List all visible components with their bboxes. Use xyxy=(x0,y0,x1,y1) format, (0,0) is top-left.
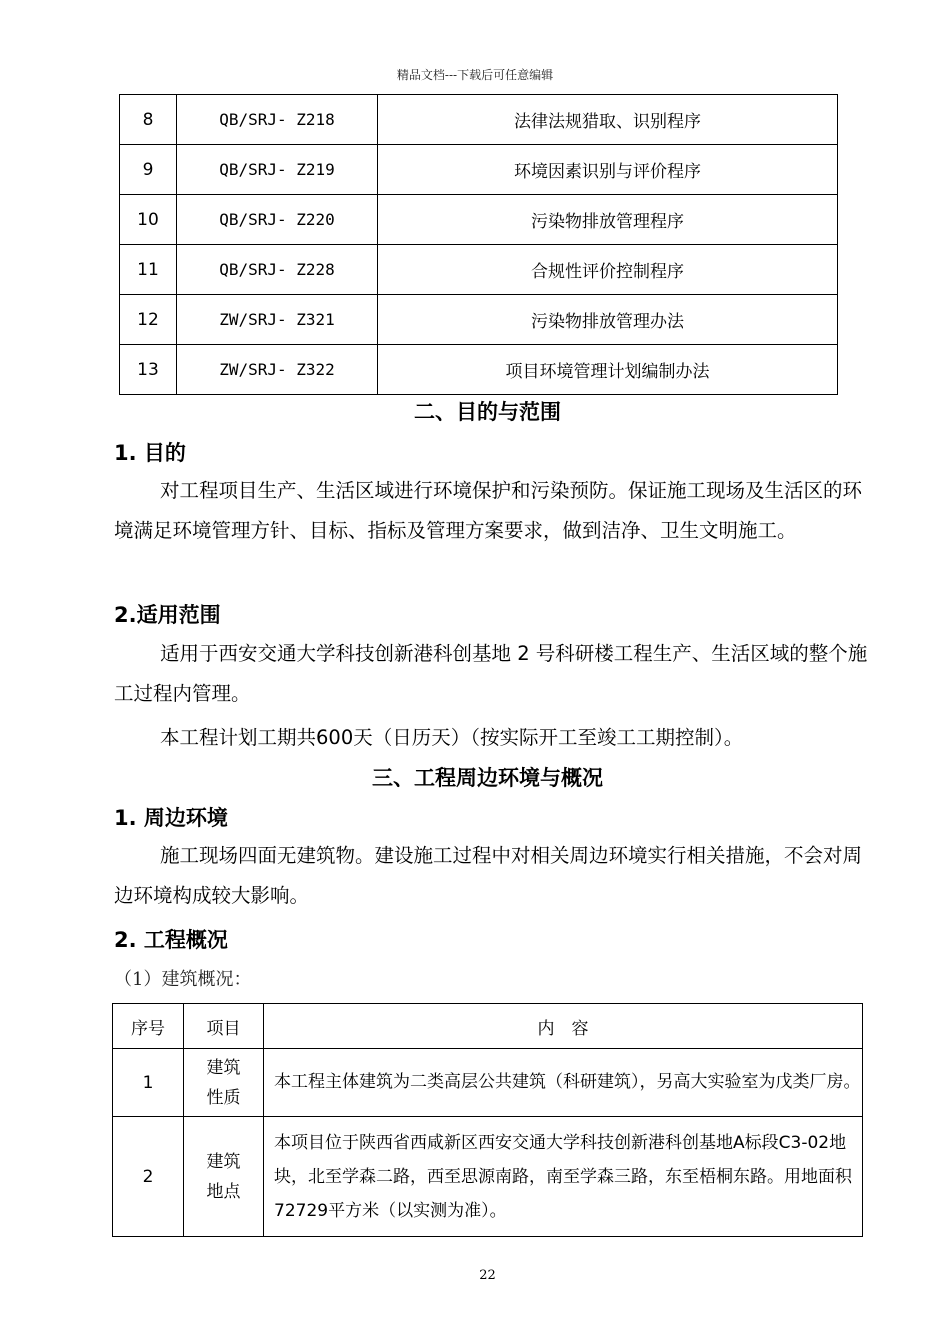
table-row xyxy=(113,1117,863,1237)
table-row xyxy=(120,145,838,195)
document-code: QB/SRJ- Z219 xyxy=(177,145,378,195)
column-header: 项目 xyxy=(184,1004,264,1049)
document-name: 合规性评价控制程序 xyxy=(378,245,838,295)
column-header: 序号 xyxy=(113,1004,184,1049)
row-number: 1 xyxy=(113,1049,184,1117)
subsection-heading: 1. 周边环境 xyxy=(114,806,228,830)
subsection-heading: 2. 工程概况 xyxy=(114,928,228,952)
row-content: 本工程主体建筑为二类高层公共建筑（科研建筑），另高大实验室为戊类厂房。 xyxy=(264,1049,863,1117)
table-row xyxy=(120,295,838,345)
subsection-heading: 2.适用范围 xyxy=(114,603,221,627)
document-code: QB/SRJ- Z228 xyxy=(177,245,378,295)
page-header: 精品文档---下载后可任意编辑 xyxy=(396,68,554,82)
row-number: 9 xyxy=(120,145,177,195)
period-paragraph: 本工程计划工期共600天（日历天）（按实际开工至竣工工期控制）。 xyxy=(160,726,744,749)
row-item-line: 建筑 xyxy=(206,1057,241,1078)
table-row xyxy=(120,195,838,245)
document-code: QB/SRJ- Z220 xyxy=(177,195,378,245)
subsection-heading: 1. 目的 xyxy=(114,441,186,465)
purpose-paragraph: 对工程项目生产、生活区域进行环境保护和污染预防。保证施工现场及生活区的环境满足环境管理方针、目标、指标及管理方案要求，做到洁净、卫生文明施工。 xyxy=(114,479,863,542)
table-row xyxy=(113,1049,863,1117)
row-item-line: 地点 xyxy=(206,1181,241,1202)
document-name: 污染物排放管理办法 xyxy=(378,295,838,345)
table-row xyxy=(120,245,838,295)
row-number: 12 xyxy=(120,295,177,345)
table-row xyxy=(120,95,838,145)
row-content: 本项目位于陕西省西咸新区西安交通大学科技创新港科创基地A标段C3-02地块，北至学森二路，西至思源南路，南至学森三路，东至梧桐东路。用地面积72729平方米（以实测为准）。 xyxy=(264,1117,863,1237)
row-item xyxy=(184,1049,264,1117)
section-heading: 二、目的与范围 xyxy=(414,400,561,424)
scope-paragraph: 适用于西安交通大学科技创新港科创基地 2 号科研楼工程生产、生活区域的整个施工过程内管理。 xyxy=(114,642,868,705)
environment-paragraph: 施工现场四面无建筑物。建设施工过程中对相关周边环境实行相关措施，不会对周边环境构成较大影响。 xyxy=(114,844,863,907)
building-overview-label: （1）建筑概况： xyxy=(114,969,252,990)
document-name: 法律法规猎取、识别程序 xyxy=(378,95,838,145)
procedure-table xyxy=(119,94,838,395)
section-heading: 三、工程周边环境与概况 xyxy=(372,766,603,790)
building-overview-table xyxy=(112,1003,863,1237)
document-code: ZW/SRJ- Z322 xyxy=(177,345,378,395)
table-row xyxy=(120,345,838,395)
document-name: 环境因素识别与评价程序 xyxy=(378,145,838,195)
document-code: ZW/SRJ- Z321 xyxy=(177,295,378,345)
row-number: 2 xyxy=(113,1117,184,1237)
column-header: 内 容 xyxy=(264,1004,863,1049)
document-name: 污染物排放管理程序 xyxy=(378,195,838,245)
row-number: 13 xyxy=(120,345,177,395)
row-item-line: 性质 xyxy=(206,1087,241,1108)
row-number: 11 xyxy=(120,245,177,295)
document-name: 项目环境管理计划编制办法 xyxy=(378,345,838,395)
page-number: 22 xyxy=(479,1268,496,1283)
row-item-line: 建筑 xyxy=(206,1151,241,1172)
row-number: 8 xyxy=(120,95,177,145)
document-code: QB/SRJ- Z218 xyxy=(177,95,378,145)
row-number: 10 xyxy=(120,195,177,245)
row-item xyxy=(184,1117,264,1237)
table-header-row xyxy=(113,1004,863,1049)
